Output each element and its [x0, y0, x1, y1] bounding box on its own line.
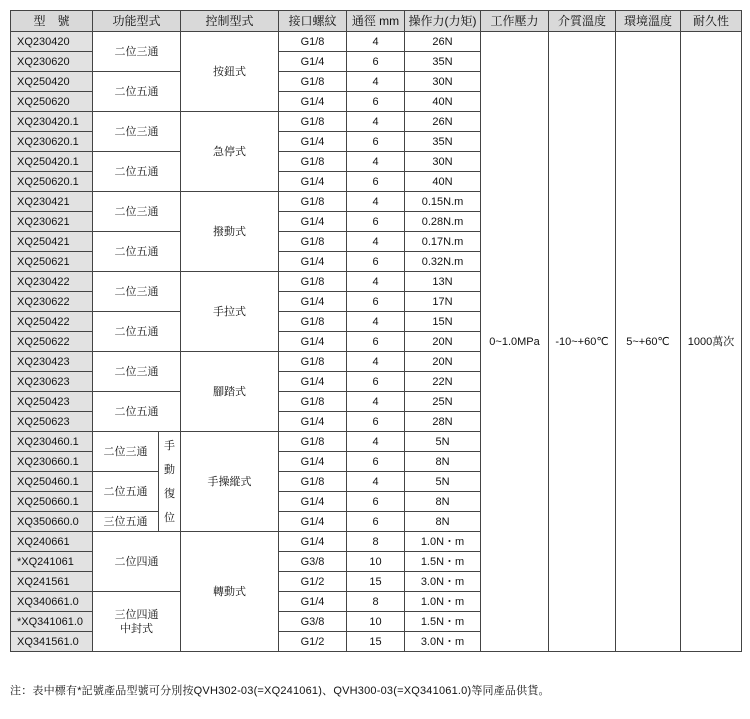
model-cell: XQ230420 [11, 32, 93, 52]
bore-cell: 6 [347, 212, 405, 232]
model-cell: XQ250420 [11, 72, 93, 92]
thread-cell: G1/4 [279, 512, 347, 532]
model-cell: XQ250620.1 [11, 172, 93, 192]
model-cell: XQ230620.1 [11, 132, 93, 152]
thread-cell: G1/8 [279, 152, 347, 172]
header-row [11, 11, 742, 32]
force-cell: 3.0N・m [405, 632, 481, 652]
model-cell: XQ250460.1 [11, 472, 93, 492]
control-cell: 轉動式 [181, 532, 279, 652]
manual-return-label [159, 432, 181, 532]
control-cell: 手操縱式 [181, 432, 279, 532]
header-control: 控制型式 [181, 11, 279, 32]
header-model: 型 號 [11, 11, 93, 32]
model-cell: XQ341561.0 [11, 632, 93, 652]
force-cell: 30N [405, 72, 481, 92]
force-cell: 1.5N・m [405, 612, 481, 632]
bore-cell: 4 [347, 72, 405, 92]
model-cell: XQ250423 [11, 392, 93, 412]
header-bore: 通徑 mm [347, 11, 405, 32]
model-cell: XQ230621 [11, 212, 93, 232]
function-cell: 三位五通 [93, 512, 159, 532]
thread-cell: G1/8 [279, 192, 347, 212]
pressure-cell: 0~1.0MPa [481, 32, 549, 652]
thread-cell: G1/8 [279, 32, 347, 52]
bore-cell: 4 [347, 312, 405, 332]
force-cell: 8N [405, 512, 481, 532]
thread-cell: G1/4 [279, 292, 347, 312]
thread-cell: G1/2 [279, 572, 347, 592]
thread-cell: G1/8 [279, 112, 347, 132]
control-cell: 撥動式 [181, 192, 279, 272]
function-cell: 二位三通 [93, 272, 181, 312]
thread-cell: G1/4 [279, 372, 347, 392]
bore-cell: 6 [347, 132, 405, 152]
control-cell: 腳踏式 [181, 352, 279, 432]
model-cell: XQ250421 [11, 232, 93, 252]
model-cell: XQ230660.1 [11, 452, 93, 472]
function-cell: 二位三通 [93, 192, 181, 232]
header-durability: 耐久性 [681, 11, 742, 32]
force-cell: 20N [405, 352, 481, 372]
thread-cell: G1/4 [279, 332, 347, 352]
thread-cell: G1/8 [279, 472, 347, 492]
model-cell: XQ230420.1 [11, 112, 93, 132]
durability-cell: 1000萬次 [681, 32, 742, 652]
thread-cell: G1/4 [279, 212, 347, 232]
header-thread: 接口螺紋 [279, 11, 347, 32]
model-cell: XQ230421 [11, 192, 93, 212]
table-row [11, 32, 742, 52]
thread-cell: G1/8 [279, 432, 347, 452]
bore-cell: 6 [347, 492, 405, 512]
function-cell: 二位三通 [93, 352, 181, 392]
function-cell: 三位四通 中封式 [93, 592, 181, 652]
control-cell: 手拉式 [181, 272, 279, 352]
bore-cell: 4 [347, 232, 405, 252]
model-cell: XQ230422 [11, 272, 93, 292]
thread-cell: G1/8 [279, 352, 347, 372]
model-cell: XQ241561 [11, 572, 93, 592]
function-cell: 二位五通 [93, 312, 181, 352]
thread-cell: G1/4 [279, 532, 347, 552]
function-cell: 二位五通 [93, 392, 181, 432]
function-cell: 二位五通 [93, 72, 181, 112]
header-pressure: 工作壓力 [481, 11, 549, 32]
force-cell: 40N [405, 172, 481, 192]
bore-cell: 8 [347, 532, 405, 552]
model-cell: XQ230460.1 [11, 432, 93, 452]
manual-return-char: 復 [164, 487, 175, 500]
thread-cell: G3/8 [279, 612, 347, 632]
bore-cell: 6 [347, 252, 405, 272]
spec-table [10, 10, 742, 652]
control-cell: 急停式 [181, 112, 279, 192]
bore-cell: 4 [347, 32, 405, 52]
model-cell: XQ250660.1 [11, 492, 93, 512]
bore-cell: 6 [347, 512, 405, 532]
function-cell: 二位五通 [93, 232, 181, 272]
thread-cell: G1/2 [279, 632, 347, 652]
bore-cell: 6 [347, 452, 405, 472]
bore-cell: 4 [347, 472, 405, 492]
header-ambient-temp: 環境溫度 [616, 11, 681, 32]
medium-temp-cell: -10~+60℃ [549, 32, 616, 652]
force-cell: 15N [405, 312, 481, 332]
force-cell: 0.15N.m [405, 192, 481, 212]
force-cell: 0.28N.m [405, 212, 481, 232]
header-force: 操作力(力矩) [405, 11, 481, 32]
bore-cell: 10 [347, 612, 405, 632]
manual-return-char: 位 [164, 511, 175, 524]
function-cell: 二位三通 [93, 112, 181, 152]
force-cell: 35N [405, 132, 481, 152]
force-cell: 26N [405, 112, 481, 132]
force-cell: 13N [405, 272, 481, 292]
ambient-temp-cell: 5~+60℃ [616, 32, 681, 652]
bore-cell: 6 [347, 332, 405, 352]
header-function: 功能型式 [93, 11, 181, 32]
manual-return-char: 手 [164, 439, 175, 452]
thread-cell: G1/4 [279, 52, 347, 72]
function-cell: 二位三通 [93, 32, 181, 72]
force-cell: 28N [405, 412, 481, 432]
model-cell: *XQ341061.0 [11, 612, 93, 632]
thread-cell: G1/8 [279, 232, 347, 252]
footnote: 注：表中標有*記號產品型號可分別按QVH302-03(=XQ241061)、QVH300-03(=XQ341061.0)等同產品供貨。 [10, 685, 550, 697]
thread-cell: G1/4 [279, 452, 347, 472]
bore-cell: 4 [347, 152, 405, 172]
force-cell: 26N [405, 32, 481, 52]
model-cell: XQ230623 [11, 372, 93, 392]
bore-cell: 4 [347, 432, 405, 452]
force-cell: 1.5N・m [405, 552, 481, 572]
bore-cell: 15 [347, 572, 405, 592]
force-cell: 17N [405, 292, 481, 312]
model-cell: XQ250420.1 [11, 152, 93, 172]
bore-cell: 6 [347, 412, 405, 432]
bore-cell: 4 [347, 392, 405, 412]
bore-cell: 4 [347, 192, 405, 212]
model-cell: XQ250621 [11, 252, 93, 272]
force-cell: 3.0N・m [405, 572, 481, 592]
bore-cell: 6 [347, 92, 405, 112]
force-cell: 1.0N・m [405, 532, 481, 552]
thread-cell: G1/4 [279, 172, 347, 192]
bore-cell: 8 [347, 592, 405, 612]
bore-cell: 10 [347, 552, 405, 572]
model-cell: XQ250623 [11, 412, 93, 432]
model-cell: XQ230423 [11, 352, 93, 372]
model-cell: XQ240661 [11, 532, 93, 552]
model-cell: XQ340661.0 [11, 592, 93, 612]
thread-cell: G1/4 [279, 592, 347, 612]
bore-cell: 6 [347, 292, 405, 312]
control-cell: 按鈕式 [181, 32, 279, 112]
model-cell: XQ250422 [11, 312, 93, 332]
model-cell: XQ350660.0 [11, 512, 93, 532]
bore-cell: 4 [347, 352, 405, 372]
force-cell: 30N [405, 152, 481, 172]
thread-cell: G1/4 [279, 252, 347, 272]
force-cell: 35N [405, 52, 481, 72]
bore-cell: 4 [347, 112, 405, 132]
force-cell: 8N [405, 492, 481, 512]
header-medium-temp: 介質溫度 [549, 11, 616, 32]
model-cell: XQ230620 [11, 52, 93, 72]
thread-cell: G1/8 [279, 392, 347, 412]
function-cell: 二位三通 [93, 432, 159, 472]
thread-cell: G1/8 [279, 72, 347, 92]
force-cell: 8N [405, 452, 481, 472]
thread-cell: G1/8 [279, 272, 347, 292]
force-cell: 0.32N.m [405, 252, 481, 272]
bore-cell: 6 [347, 52, 405, 72]
model-cell: XQ250622 [11, 332, 93, 352]
model-cell: XQ250620 [11, 92, 93, 112]
force-cell: 22N [405, 372, 481, 392]
force-cell: 0.17N.m [405, 232, 481, 252]
bore-cell: 6 [347, 372, 405, 392]
thread-cell: G1/8 [279, 312, 347, 332]
force-cell: 1.0N・m [405, 592, 481, 612]
spec-body [11, 32, 742, 652]
force-cell: 40N [405, 92, 481, 112]
model-cell: *XQ241061 [11, 552, 93, 572]
function-cell: 二位五通 [93, 152, 181, 192]
thread-cell: G1/4 [279, 132, 347, 152]
force-cell: 20N [405, 332, 481, 352]
function-cell: 二位五通 [93, 472, 159, 512]
bore-cell: 15 [347, 632, 405, 652]
model-cell: XQ230622 [11, 292, 93, 312]
function-cell: 二位四通 [93, 532, 181, 592]
force-cell: 5N [405, 432, 481, 452]
thread-cell: G1/4 [279, 492, 347, 512]
force-cell: 5N [405, 472, 481, 492]
thread-cell: G1/4 [279, 412, 347, 432]
bore-cell: 4 [347, 272, 405, 292]
manual-return-char: 動 [164, 463, 175, 476]
thread-cell: G1/4 [279, 92, 347, 112]
bore-cell: 6 [347, 172, 405, 192]
force-cell: 25N [405, 392, 481, 412]
thread-cell: G3/8 [279, 552, 347, 572]
